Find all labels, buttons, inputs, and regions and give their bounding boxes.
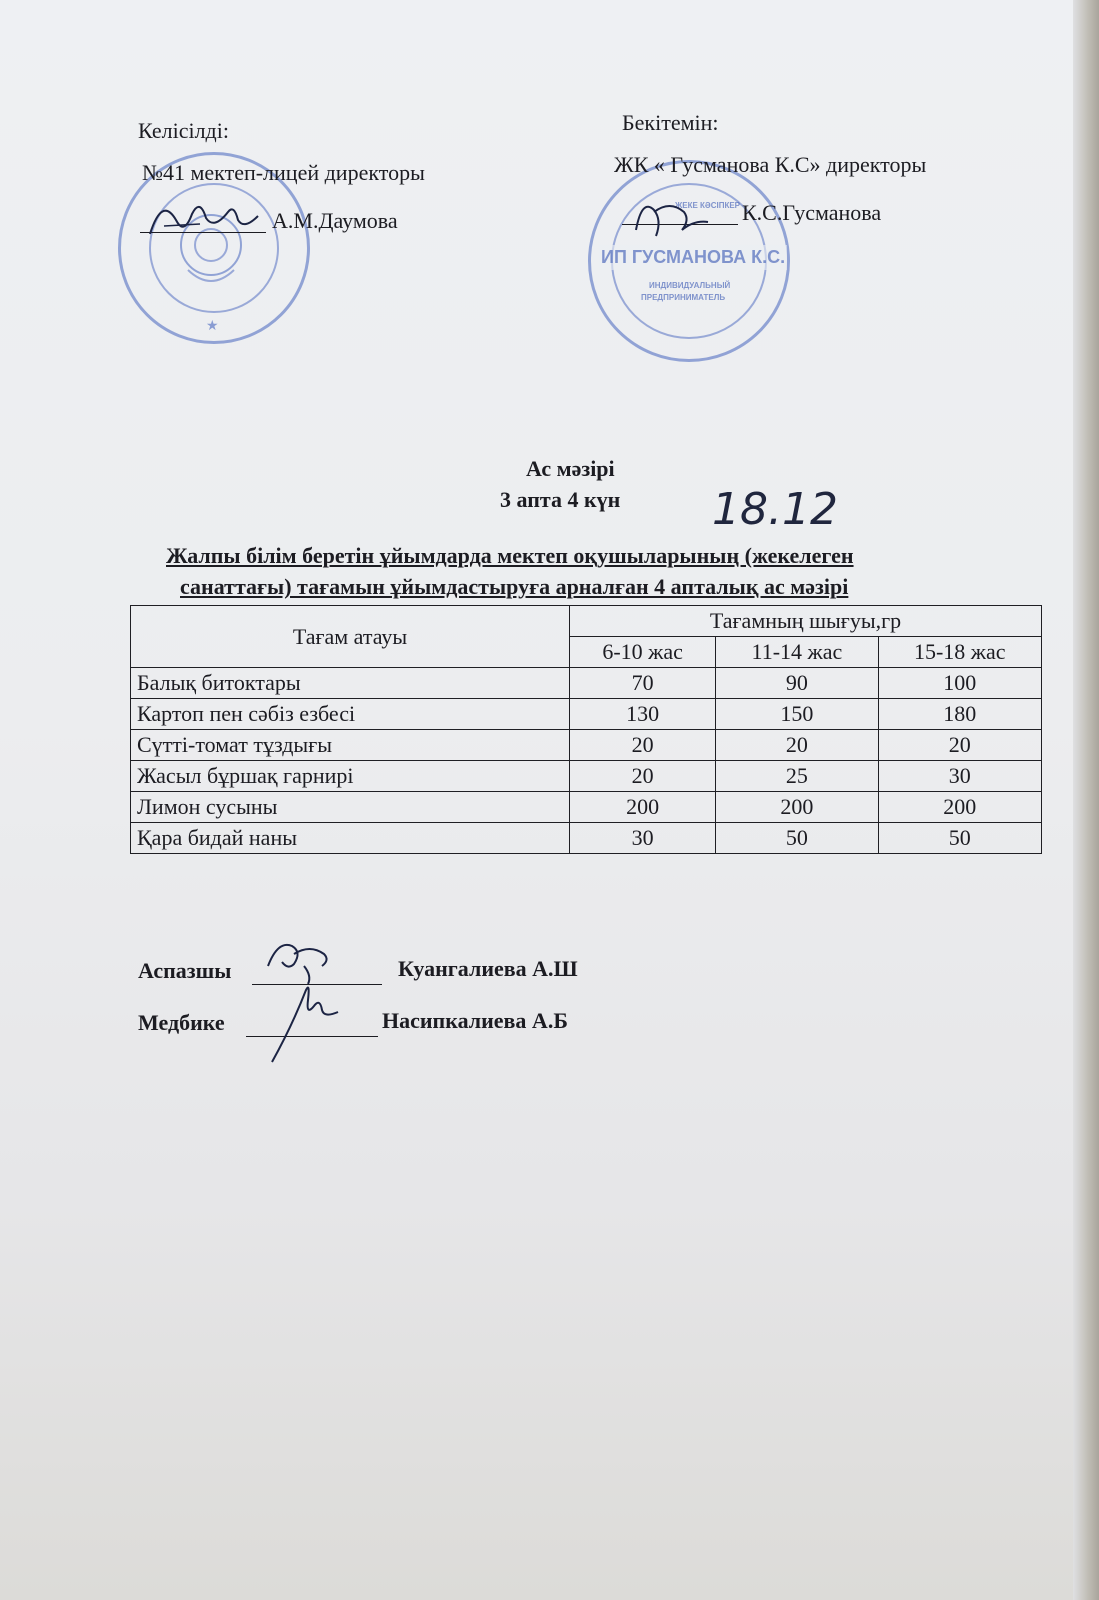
dish-name: Картоп пен сәбіз езбесі [131, 699, 570, 730]
menu-table [130, 605, 1042, 854]
menu-subtitle-line-2: санаттағы) тағамын ұйымдастыруға арналған 4 апталық ас мәзірі [180, 574, 849, 599]
col-header-age: 11-14 жас [716, 637, 878, 668]
left-director-name: А.М.Даумова [272, 208, 398, 233]
portion-value: 30 [570, 823, 716, 854]
nurse-signature [262, 976, 352, 1066]
col-header-dish: Тағам атауы [131, 606, 570, 668]
col-header-output: Тағамның шығуы,гр [570, 606, 1042, 637]
stamp-sub-text-2: ПРЕДПРИНИМАТЕЛЬ [641, 293, 726, 302]
portion-value: 50 [716, 823, 878, 854]
nurse-name: Насипкалиева А.Б [382, 1008, 568, 1033]
portion-value: 20 [570, 761, 716, 792]
table-row [131, 699, 1042, 730]
dish-name: Балық битоктары [131, 668, 570, 699]
cook-label: Аспазшы [138, 958, 232, 983]
stamp-top-text: ЖЕКЕ КӘСІПКЕР [675, 201, 741, 210]
menu-subtitle-line-1: Жалпы білім беретін ұйымдарда мектеп оқушыларының (жекелеген [166, 543, 854, 568]
dish-name: Сүтті-томат тұздығы [131, 730, 570, 761]
portion-value: 20 [570, 730, 716, 761]
portion-value: 150 [716, 699, 878, 730]
table-row [131, 668, 1042, 699]
menu-title: Ас мәзірі [526, 456, 615, 481]
portion-value: 30 [878, 761, 1042, 792]
dish-name: Лимон сусыны [131, 792, 570, 823]
table-row [131, 730, 1042, 761]
cook-name: Куангалиева А.Ш [398, 956, 578, 981]
portion-value: 200 [570, 792, 716, 823]
portion-value: 20 [878, 730, 1042, 761]
portion-value: 25 [716, 761, 878, 792]
portion-value: 100 [878, 668, 1042, 699]
portion-value: 130 [570, 699, 716, 730]
handwritten-date: 18.12 [712, 484, 838, 535]
nurse-label: Медбике [138, 1010, 225, 1035]
stamp-center-text: ИП ГУСМАНОВА К.С. [599, 245, 787, 270]
left-position: №41 мектеп-лицей директоры [142, 160, 425, 185]
table-row [131, 823, 1042, 854]
portion-value: 90 [716, 668, 878, 699]
table-row [131, 792, 1042, 823]
dish-name: Жасыл бұршақ гарнирі [131, 761, 570, 792]
col-header-age: 6-10 жас [570, 637, 716, 668]
right-signature [624, 190, 734, 250]
paper-edge-shadow [1073, 0, 1099, 1600]
dish-name: Қара бидай наны [131, 823, 570, 854]
approved-label: Келісілді: [138, 118, 229, 143]
portion-value: 20 [716, 730, 878, 761]
portion-value: 70 [570, 668, 716, 699]
stamp-sub-text-1: ИНДИВИДУАЛЬНЫЙ [649, 281, 731, 290]
right-director-name: К.С.Гусманова [742, 200, 882, 225]
col-header-age: 15-18 жас [878, 637, 1042, 668]
left-signature [140, 186, 270, 246]
right-position: ЖК « Гусманова К.С» директоры [614, 152, 927, 177]
portion-value: 200 [878, 792, 1042, 823]
confirm-label: Бекітемін: [622, 110, 719, 135]
portion-value: 180 [878, 699, 1042, 730]
table-row [131, 761, 1042, 792]
portion-value: 50 [878, 823, 1042, 854]
menu-week-day: 3 апта 4 күн [500, 487, 621, 512]
table-header-row [131, 606, 1042, 637]
portion-value: 200 [716, 792, 878, 823]
svg-text:★: ★ [206, 319, 219, 334]
